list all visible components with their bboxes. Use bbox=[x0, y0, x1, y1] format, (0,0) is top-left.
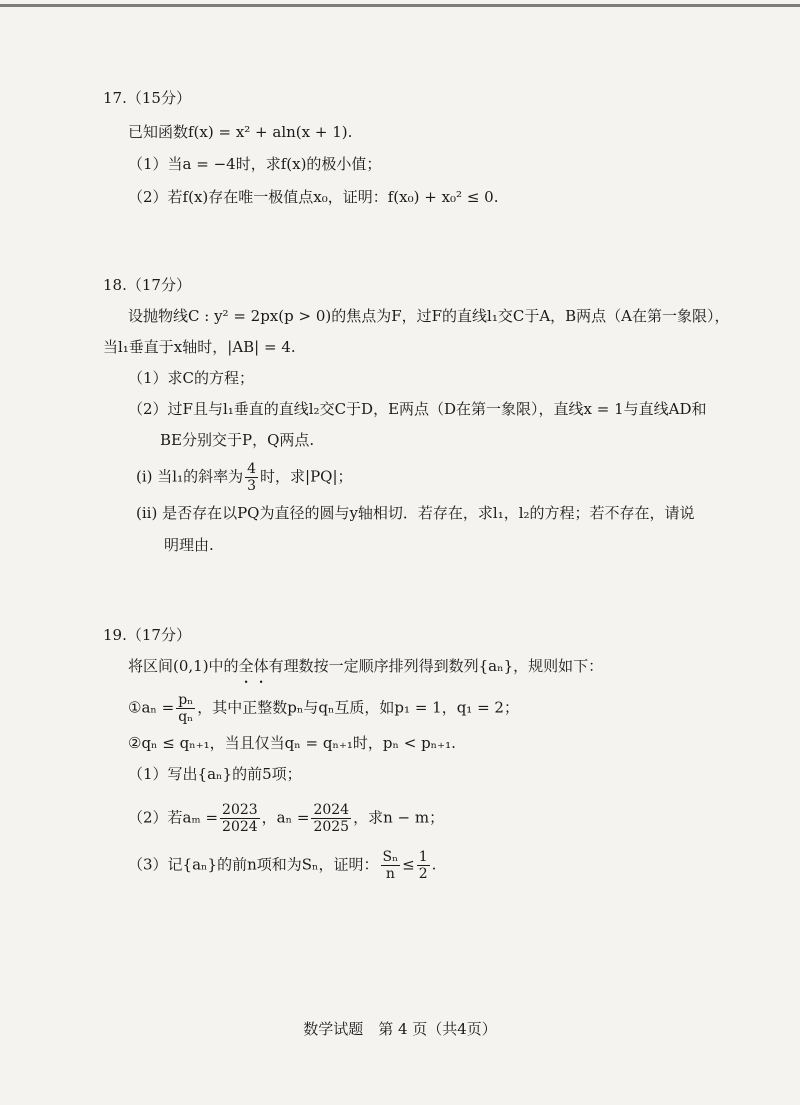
q18-part2-line1: （2）过F且与l₁垂直的直线l₂交C于D，E两点（D在第一象限），直线x = 1与直线AD和 bbox=[128, 400, 707, 418]
q19-rule1-pre: ①aₙ = bbox=[128, 698, 175, 717]
q18-sub-i-post: 时，求|PQ|； bbox=[260, 467, 353, 486]
q19-rule1-post: ，其中正整数pₙ与qₙ互质，如p₁ = 1，q₁ = 2； bbox=[197, 698, 519, 717]
q19-part3-mid: ≤ bbox=[402, 855, 415, 874]
q17-title: 17.（15分） bbox=[103, 89, 191, 107]
slope-fraction bbox=[245, 462, 258, 493]
fraction-denominator: 2 bbox=[418, 866, 428, 882]
q19-rule1 bbox=[128, 693, 519, 724]
q18-stem-line2: 当l₁垂直于x轴时，|AB| = 4. bbox=[103, 338, 296, 356]
q19-part3-post: . bbox=[431, 855, 437, 874]
fraction-numerator: Sₙ bbox=[382, 849, 399, 865]
q17-part1: （1）当a = −4时，求f(x)的极小值； bbox=[128, 155, 382, 173]
fraction-numerator: 2023 bbox=[222, 802, 258, 818]
fraction-denominator: 2025 bbox=[313, 819, 350, 835]
q18-sub-i-pre: (i) 当l₁的斜率为 bbox=[136, 467, 244, 486]
q19-part2-mid: ，aₙ = bbox=[261, 808, 310, 827]
q19-part3-pre: （3）记{aₙ}的前n项和为Sₙ，证明： bbox=[128, 855, 379, 874]
q18-sub-ii-line1: (ii) 是否存在以PQ为直径的圆与y轴相切．若存在，求l₁，l₂的方程；若不存在，请说 bbox=[136, 504, 695, 522]
q18-title: 18.（17分） bbox=[103, 276, 191, 294]
q17-stem: 已知函数f(x) = x² + aln(x + 1). bbox=[128, 123, 353, 141]
q17-part2: （2）若f(x)存在唯一极值点x₀，证明：f(x₀) + x₀² ≤ 0. bbox=[128, 188, 499, 206]
q19-rule2: ②qₙ ≤ qₙ₊₁，当且仅当qₙ = qₙ₊₁时，pₙ < pₙ₊₁. bbox=[128, 734, 456, 752]
q18-sub-ii-line2: 明理由. bbox=[164, 536, 214, 554]
q19-part2 bbox=[128, 803, 444, 834]
q18-part2-line2: BE分别交于P，Q两点. bbox=[160, 431, 315, 449]
fraction-denominator: n bbox=[385, 866, 395, 882]
fraction-numerator: 1 bbox=[418, 849, 428, 865]
q19-stem-post: 有理数按一定顺序排列得到数列{aₙ}，规则如下： bbox=[268, 657, 604, 675]
q19-title: 19.（17分） bbox=[103, 626, 191, 644]
q18-sub-i bbox=[136, 462, 353, 493]
half-fraction bbox=[417, 850, 430, 881]
q19-stem-pre: 将区间(0,1)中的 bbox=[128, 657, 239, 675]
emphasis-char-2: 体 bbox=[253, 657, 269, 675]
page-footer: 数学试题 第 4 页（共4页） bbox=[303, 1020, 497, 1038]
q18-stem-line1: 设抛物线C : y² = 2px(p > 0)的焦点为F，过F的直线l₁交C于A，B两点（A在第一象限）， bbox=[128, 307, 730, 325]
fraction-numerator: 2024 bbox=[313, 802, 350, 818]
top-border bbox=[0, 4, 800, 7]
fraction-denominator: 3 bbox=[247, 478, 257, 494]
q19-part1: （1）写出{aₙ}的前5项； bbox=[128, 765, 302, 783]
am-fraction bbox=[220, 803, 260, 834]
fraction-numerator: pₙ bbox=[178, 692, 194, 708]
q19-stem bbox=[128, 656, 603, 676]
fraction-numerator: 4 bbox=[247, 461, 257, 477]
fraction-denominator: qₙ bbox=[178, 709, 194, 725]
q19-part2-pre: （2）若aₘ = bbox=[128, 808, 219, 827]
q19-part3 bbox=[128, 850, 436, 881]
q18-part1: （1）求C的方程； bbox=[128, 369, 255, 387]
an-value-fraction bbox=[311, 803, 351, 834]
emphasis-char-1: 全 bbox=[238, 657, 254, 675]
sn-over-n-fraction bbox=[381, 850, 401, 881]
q19-part2-post: ，求n − m； bbox=[353, 808, 445, 827]
fraction-denominator: 2024 bbox=[222, 819, 258, 835]
an-fraction bbox=[176, 693, 195, 724]
